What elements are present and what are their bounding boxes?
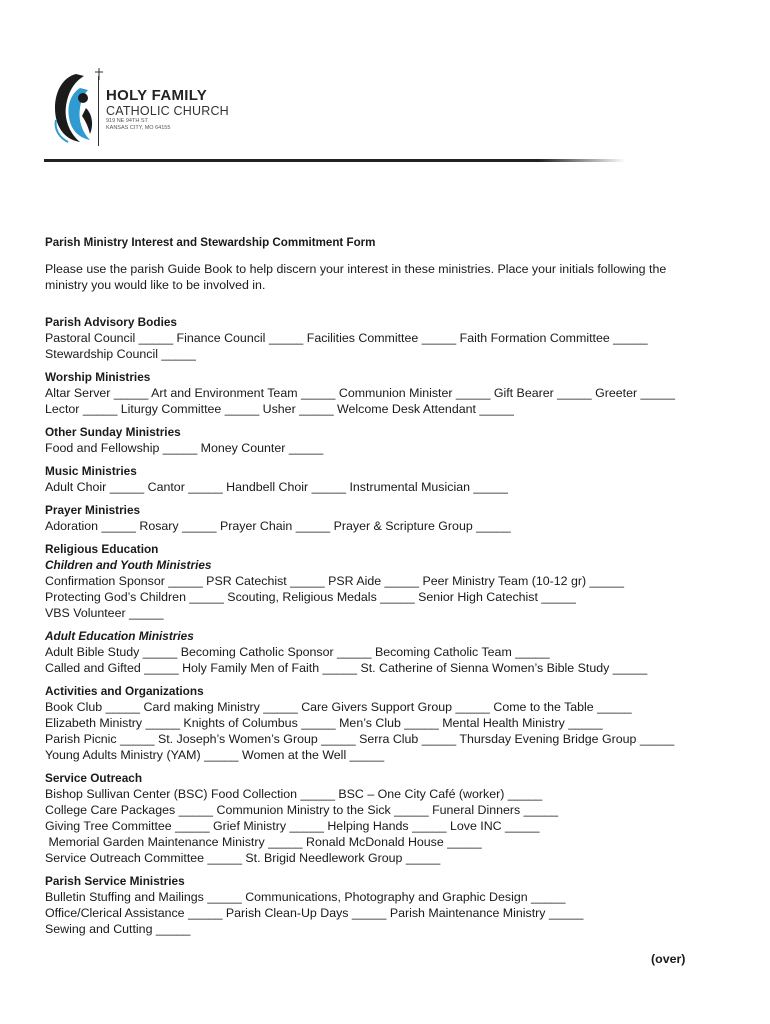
church-logo xyxy=(50,68,250,148)
cross-icon xyxy=(94,68,104,80)
ministry-line: Altar Server _____ Art and Environment Team _____ Communion Minister _____ Gift Bearer _____ Greeter _____ xyxy=(45,386,675,400)
ministry-line: Parish Picnic _____ St. Joseph’s Women’s Group _____ Serra Club _____ Thursday Evening Bridge Group _____ xyxy=(45,732,675,746)
logo-divider xyxy=(98,76,99,146)
ministry-line: VBS Volunteer _____ xyxy=(45,606,164,620)
section-heading: Parish Advisory Bodies xyxy=(45,315,177,329)
section-heading: Activities and Organizations xyxy=(45,684,204,698)
ministry-line: Office/Clerical Assistance _____ Parish Clean-Up Days _____ Parish Maintenance Ministry _____ xyxy=(45,906,584,920)
section-sunday xyxy=(45,424,725,456)
ministry-line: Bulletin Stuffing and Mailings _____ Communications, Photography and Graphic Design _____ xyxy=(45,890,566,904)
ministry-line: Young Adults Ministry (YAM) _____ Women at the Well _____ xyxy=(45,748,385,762)
ministry-line: Service Outreach Committee _____ St. Brigid Needlework Group _____ xyxy=(45,851,441,865)
ministry-line: Adult Choir _____ Cantor _____ Handbell Choir _____ Instrumental Musician _____ xyxy=(45,480,508,494)
ministry-line: Adult Bible Study _____ Becoming Catholic Sponsor _____ Becoming Catholic Team _____ xyxy=(45,645,550,659)
ministry-line: College Care Packages _____ Communion Ministry to the Sick _____ Funeral Dinners _____ xyxy=(45,803,559,817)
ministry-line: Bishop Sullivan Center (BSC) Food Collection _____ BSC – One City Café (worker) _____ xyxy=(45,787,543,801)
section-heading: Service Outreach xyxy=(45,771,143,785)
ministry-line: Giving Tree Committee _____ Grief Ministry _____ Helping Hands _____ Love INC _____ xyxy=(45,819,540,833)
address-line-1: 919 NE 94TH ST xyxy=(106,118,148,124)
section-heading: Worship Ministries xyxy=(45,370,151,384)
ministry-line: Memorial Garden Maintenance Ministry _____ Ronald McDonald House _____ xyxy=(45,835,482,849)
section-prayer xyxy=(45,502,725,534)
ministry-line: Confirmation Sponsor _____ PSR Catechist _____ PSR Aide _____ Peer Ministry Team (10-12 gr) _____ xyxy=(45,574,625,588)
logo-text xyxy=(106,88,229,132)
section-heading: Prayer Ministries xyxy=(45,503,141,517)
ministry-line: Adoration _____ Rosary _____ Prayer Chain _____ Prayer & Scripture Group _____ xyxy=(45,519,511,533)
ministry-line: Book Club _____ Card making Ministry _____ Care Givers Support Group _____ Come to the Table _____ xyxy=(45,700,632,714)
ministry-line: Called and Gifted _____ Holy Family Men of Faith _____ St. Catherine of Sienna Women’s Bible Study _____ xyxy=(45,661,648,675)
form-body xyxy=(45,235,725,944)
ministry-line: Food and Fellowship _____ Money Counter _____ xyxy=(45,441,324,455)
section-heading: Religious Education xyxy=(45,542,159,556)
section-heading: Music Ministries xyxy=(45,464,137,478)
form-intro xyxy=(45,261,725,293)
section-worship xyxy=(45,369,725,417)
section-service-outreach xyxy=(45,770,725,866)
section-heading: Parish Service Ministries xyxy=(45,874,185,888)
ministry-line: Stewardship Council _____ xyxy=(45,347,196,361)
form-title: Parish Ministry Interest and Stewardship Commitment Form xyxy=(45,236,376,249)
intro-line: ministry you would like to be involved in. xyxy=(45,278,266,292)
section-music xyxy=(45,463,725,495)
section-parish-service xyxy=(45,873,725,937)
header-divider xyxy=(44,159,626,162)
intro-line: Please use the parish Guide Book to help discern your interest in these ministries. Place your initials following the xyxy=(45,262,667,276)
sub-heading: Adult Education Ministries xyxy=(45,629,194,643)
ministry-line: Pastoral Council _____ Finance Council _____ Facilities Committee _____ Faith Formation Committee _____ xyxy=(45,331,648,345)
over-note: (over) xyxy=(651,952,686,966)
sub-heading: Children and Youth Ministries xyxy=(45,558,212,572)
ministry-line: Protecting God’s Children _____ Scouting, Religious Medals _____ Senior High Catechist _____ xyxy=(45,590,576,604)
ministry-line: Elizabeth Ministry _____ Knights of Columbus _____ Men’s Club _____ Mental Health Ministry _____ xyxy=(45,716,603,730)
ministry-line: Sewing and Cutting _____ xyxy=(45,922,191,936)
section-advisory xyxy=(45,314,725,362)
address-line-2: KANSAS CITY, MO 64155 xyxy=(106,125,171,131)
section-religious-education xyxy=(45,541,725,676)
section-activities xyxy=(45,683,725,763)
church-subtitle: CATHOLIC CHURCH xyxy=(106,104,229,118)
section-heading: Other Sunday Ministries xyxy=(45,425,181,439)
ministry-line: Lector _____ Liturgy Committee _____ Usher _____ Welcome Desk Attendant _____ xyxy=(45,402,514,416)
church-name: HOLY FAMILY xyxy=(106,87,208,104)
